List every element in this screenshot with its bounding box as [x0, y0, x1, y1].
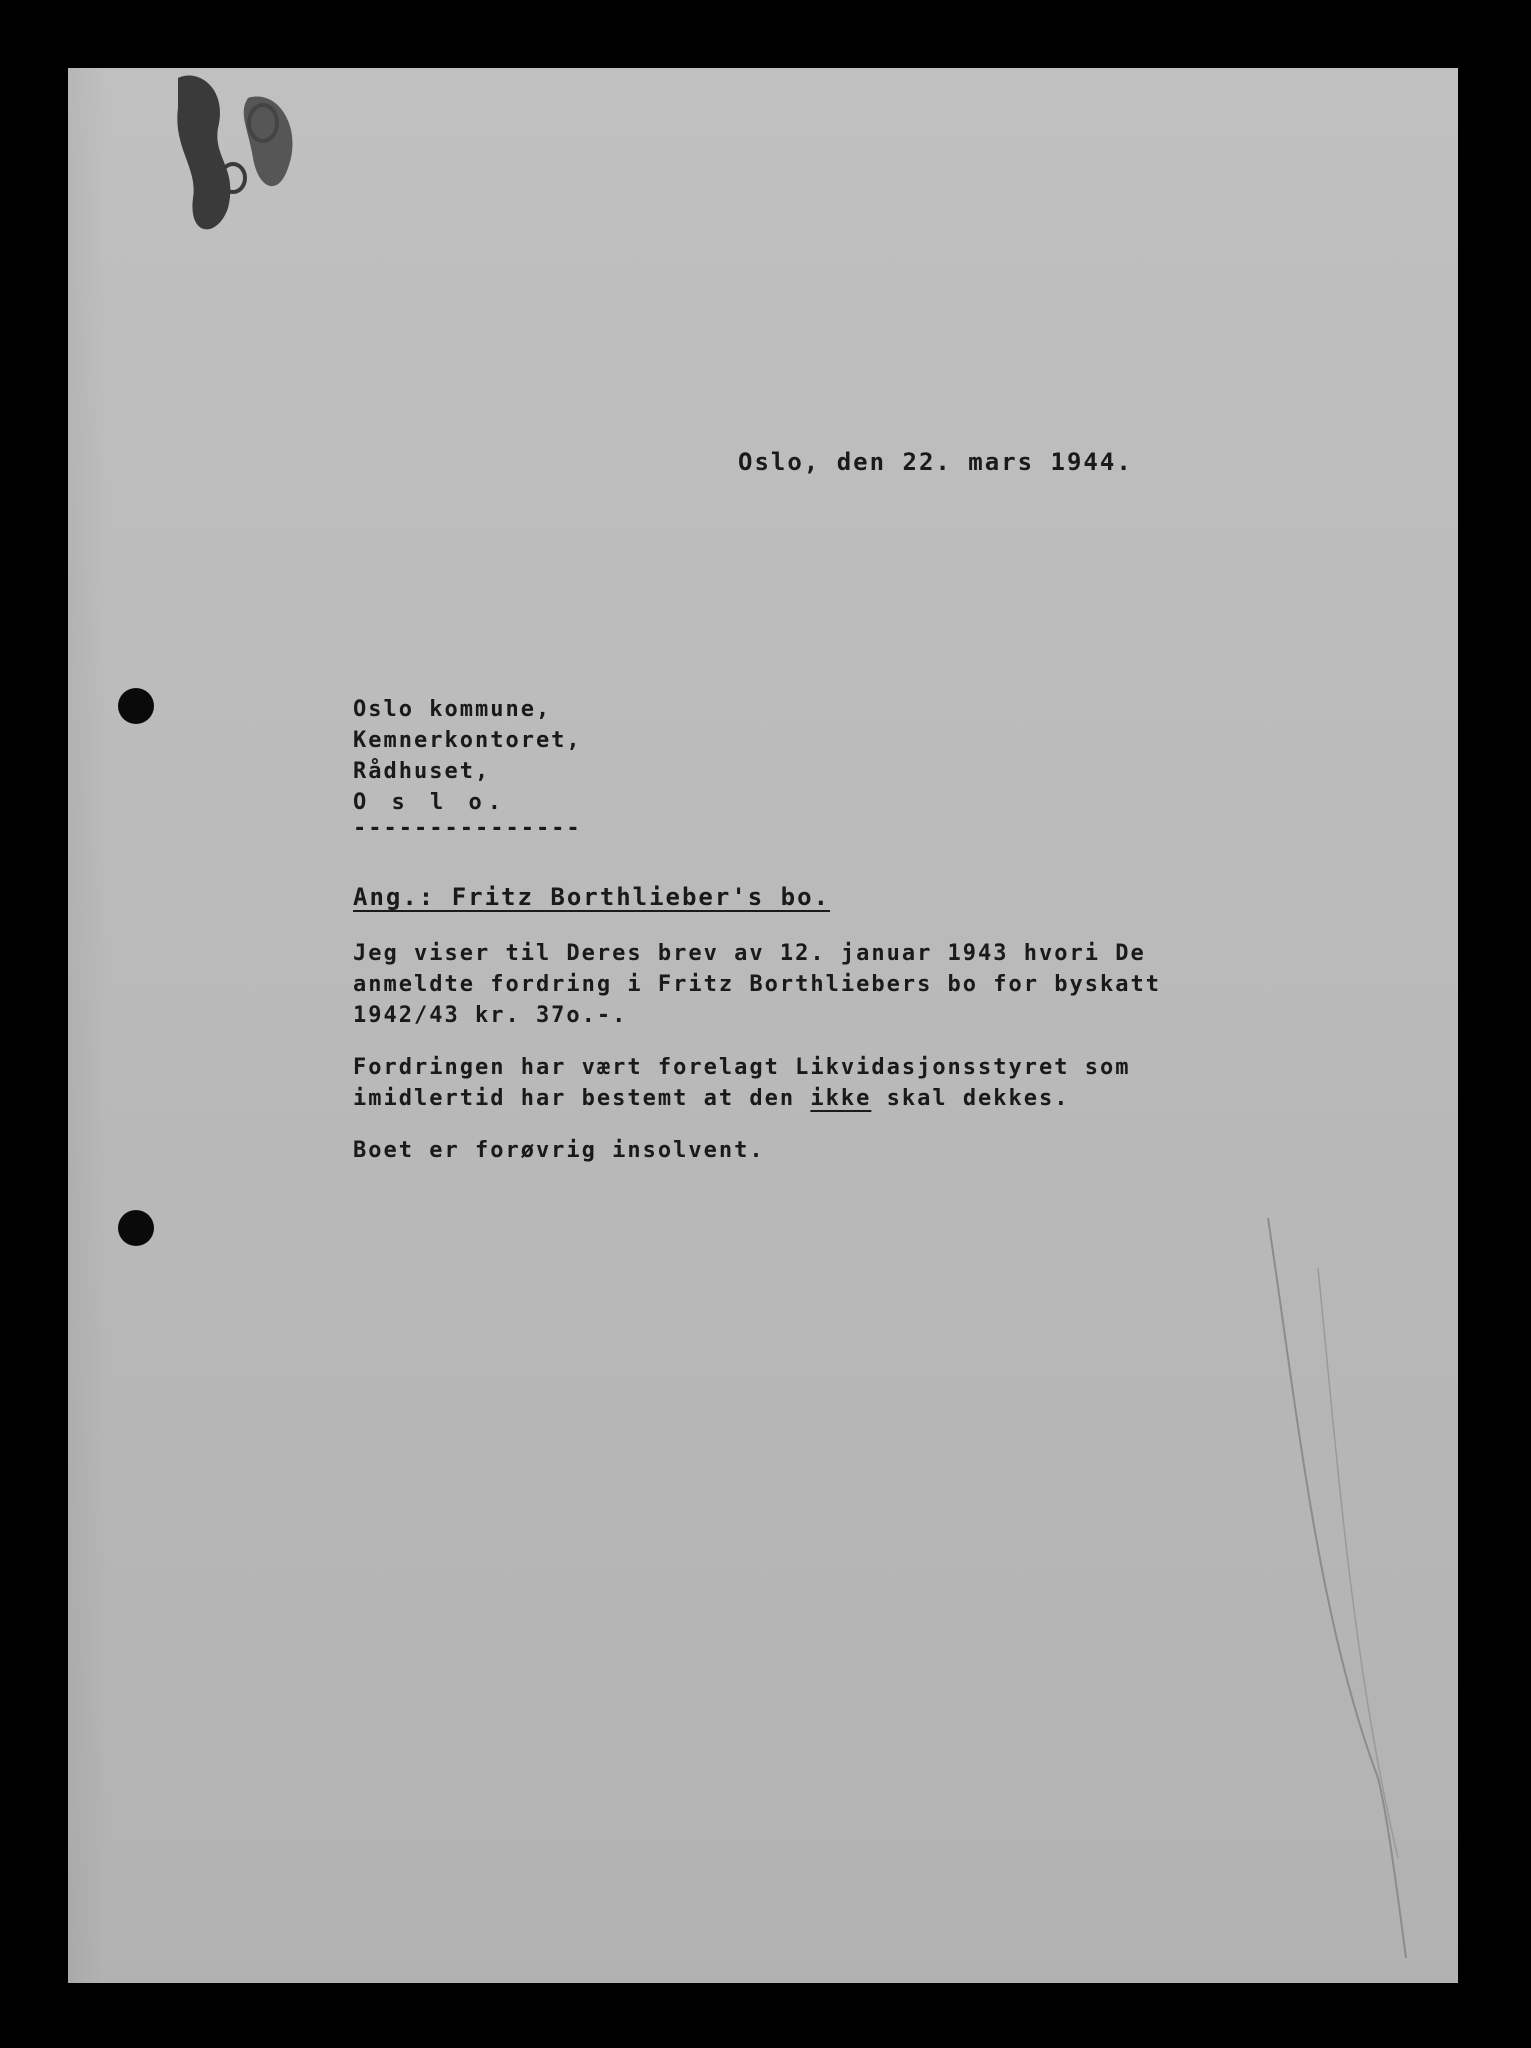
paragraph-2-line-1: Fordringen har vært forelagt Likvidasjonsstyret som: [353, 1055, 1131, 1080]
recipient-line-3: Rådhuset,: [353, 759, 491, 784]
paragraph-1-line-2: anmeldte fordring i Fritz Borthliebers bo for byskatt: [353, 972, 1161, 997]
paragraph-1-line-1: Jeg viser til Deres brev av 12. januar 1943 hvori De: [353, 941, 1146, 966]
paragraph-2-line-2-start: imidlertid har bestemt at den: [353, 1086, 811, 1111]
paragraph-2-line-2: [353, 1083, 1070, 1114]
paragraph-3-line-1: Boet er forøvrig insolvent.: [353, 1138, 765, 1163]
recipient-line-1: Oslo kommune,: [353, 697, 552, 722]
emphasis-ikke: ikke: [810, 1086, 872, 1111]
recipient-line-2: Kemnerkontoret,: [353, 728, 582, 753]
ink-stain-mark: [158, 68, 308, 243]
paragraph-1-line-3: 1942/43 kr. 37o.-.: [353, 1003, 628, 1028]
document-page: [68, 68, 1458, 1983]
recipient-line-4: O s l o.: [353, 790, 507, 815]
subject-line: [353, 883, 830, 911]
paper-crease: [1258, 1218, 1408, 1968]
paragraph-2-line-2-end: skal dekkes.: [871, 1086, 1070, 1111]
recipient-underline-rule: ---------------: [353, 816, 582, 841]
punch-hole-bottom: [118, 1210, 154, 1246]
letter-date: Oslo, den 22. mars 1944.: [738, 448, 1133, 476]
punch-hole-top: [118, 688, 154, 724]
subject-text: Ang.: Fritz Borthlieber's bo.: [353, 883, 831, 911]
